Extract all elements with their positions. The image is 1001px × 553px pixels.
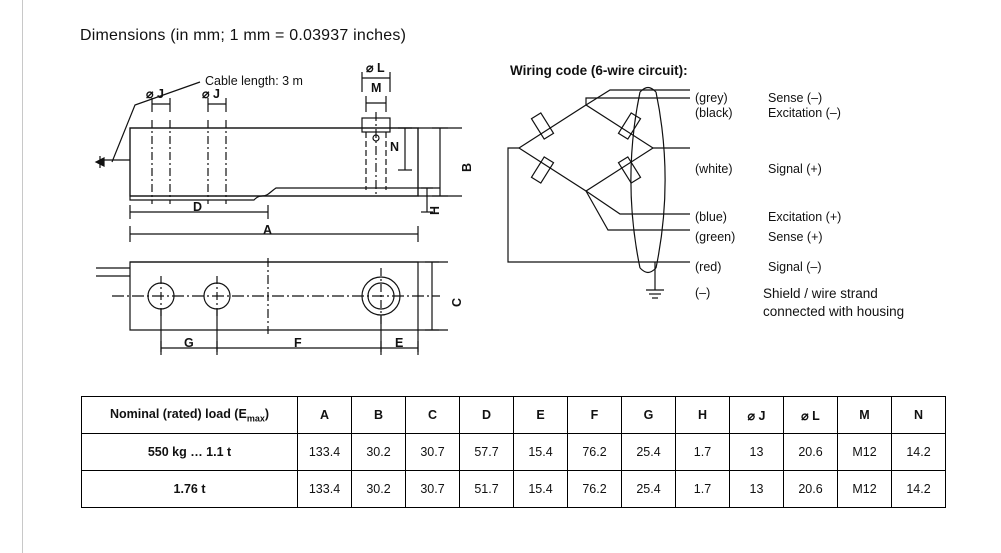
cable-length-label: Cable length: 3 m <box>205 74 303 88</box>
header-h: H <box>676 397 730 434</box>
row-1-dia-j: 13 <box>730 434 784 471</box>
f-label: F <box>294 336 302 350</box>
wire-function-red: Signal (–) <box>768 260 822 274</box>
wire-color-white: (white) <box>695 162 733 176</box>
dia-j-label-2: ⌀ J <box>202 87 220 101</box>
header-d: D <box>460 397 514 434</box>
row-1-g: 25.4 <box>622 434 676 471</box>
e-label: E <box>395 336 404 350</box>
header-g: G <box>622 397 676 434</box>
wire-color-shield: (–) <box>695 286 711 300</box>
row-2-e: 15.4 <box>514 471 568 508</box>
wire-function-black: Excitation (–) <box>768 106 841 120</box>
header-b: B <box>352 397 406 434</box>
row-2-a: 133.4 <box>298 471 352 508</box>
wiring-code-title: Wiring code (6-wire circuit): <box>510 63 688 78</box>
row-2-dia-l: 20.6 <box>784 471 838 508</box>
wire-function-shield-line2: connected with housing <box>763 304 905 319</box>
header-nominal-load-tail: ) <box>264 406 269 421</box>
row-1-e: 15.4 <box>514 434 568 471</box>
row-2-d: 51.7 <box>460 471 514 508</box>
row-1-a: 133.4 <box>298 434 352 471</box>
g-label: G <box>184 336 194 350</box>
header-a: A <box>298 397 352 434</box>
table-row <box>82 434 946 471</box>
row-1-h: 1.7 <box>676 434 730 471</box>
header-dia-j: ⌀ J <box>730 397 784 434</box>
left-margin-bar <box>0 0 23 553</box>
row-2-g: 25.4 <box>622 471 676 508</box>
row-1-m: M12 <box>838 434 892 471</box>
row-2-m: M12 <box>838 471 892 508</box>
row-1-b: 30.2 <box>352 434 406 471</box>
row-2-b: 30.2 <box>352 471 406 508</box>
row-2-h: 1.7 <box>676 471 730 508</box>
table-header-row <box>82 397 946 434</box>
row-2-f: 76.2 <box>568 471 622 508</box>
row-1-c: 30.7 <box>406 434 460 471</box>
header-nominal-load-main: Nominal (rated) load (E <box>109 406 247 421</box>
d-label: D <box>193 200 203 214</box>
wire-color-blue: (blue) <box>695 210 727 224</box>
wire-function-shield-line1: Shield / wire strand <box>763 286 878 301</box>
row-1-load: 550 kg … 1.1 t <box>82 434 298 471</box>
a-label: A <box>263 223 273 237</box>
row-1-d: 57.7 <box>460 434 514 471</box>
wire-color-grey: (grey) <box>695 91 728 105</box>
dia-l-label: ⌀ L <box>366 61 385 75</box>
header-nominal-load-sub: max <box>246 413 265 424</box>
row-2-load: 1.76 t <box>82 471 298 508</box>
header-dia-l: ⌀ L <box>784 397 838 434</box>
wire-function-green: Sense (+) <box>768 230 823 244</box>
dimensions-table <box>81 396 946 508</box>
wire-color-red: (red) <box>695 260 722 274</box>
wire-function-white: Signal (+) <box>768 162 822 176</box>
header-nominal-load <box>82 397 298 434</box>
row-2-dia-j: 13 <box>730 471 784 508</box>
page-title: Dimensions (in mm; 1 mm = 0.03937 inches) <box>80 27 407 44</box>
header-n: N <box>892 397 946 434</box>
header-m: M <box>838 397 892 434</box>
row-1-dia-l: 20.6 <box>784 434 838 471</box>
table-row <box>82 471 946 508</box>
dia-j-label-1: ⌀ J <box>146 87 164 101</box>
h-label: H <box>428 205 442 215</box>
row-2-n: 14.2 <box>892 471 946 508</box>
row-2-c: 30.7 <box>406 471 460 508</box>
wire-function-grey: Sense (–) <box>768 91 823 105</box>
row-1-f: 76.2 <box>568 434 622 471</box>
b-label: B <box>460 162 474 172</box>
row-1-n: 14.2 <box>892 434 946 471</box>
wire-color-green: (green) <box>695 230 736 244</box>
c-label: C <box>450 297 464 307</box>
n-label: N <box>390 140 400 154</box>
header-e: E <box>514 397 568 434</box>
wire-color-black: (black) <box>695 106 733 120</box>
m-label: M <box>371 81 382 95</box>
wire-function-blue: Excitation (+) <box>768 210 842 224</box>
header-c: C <box>406 397 460 434</box>
header-f: F <box>568 397 622 434</box>
